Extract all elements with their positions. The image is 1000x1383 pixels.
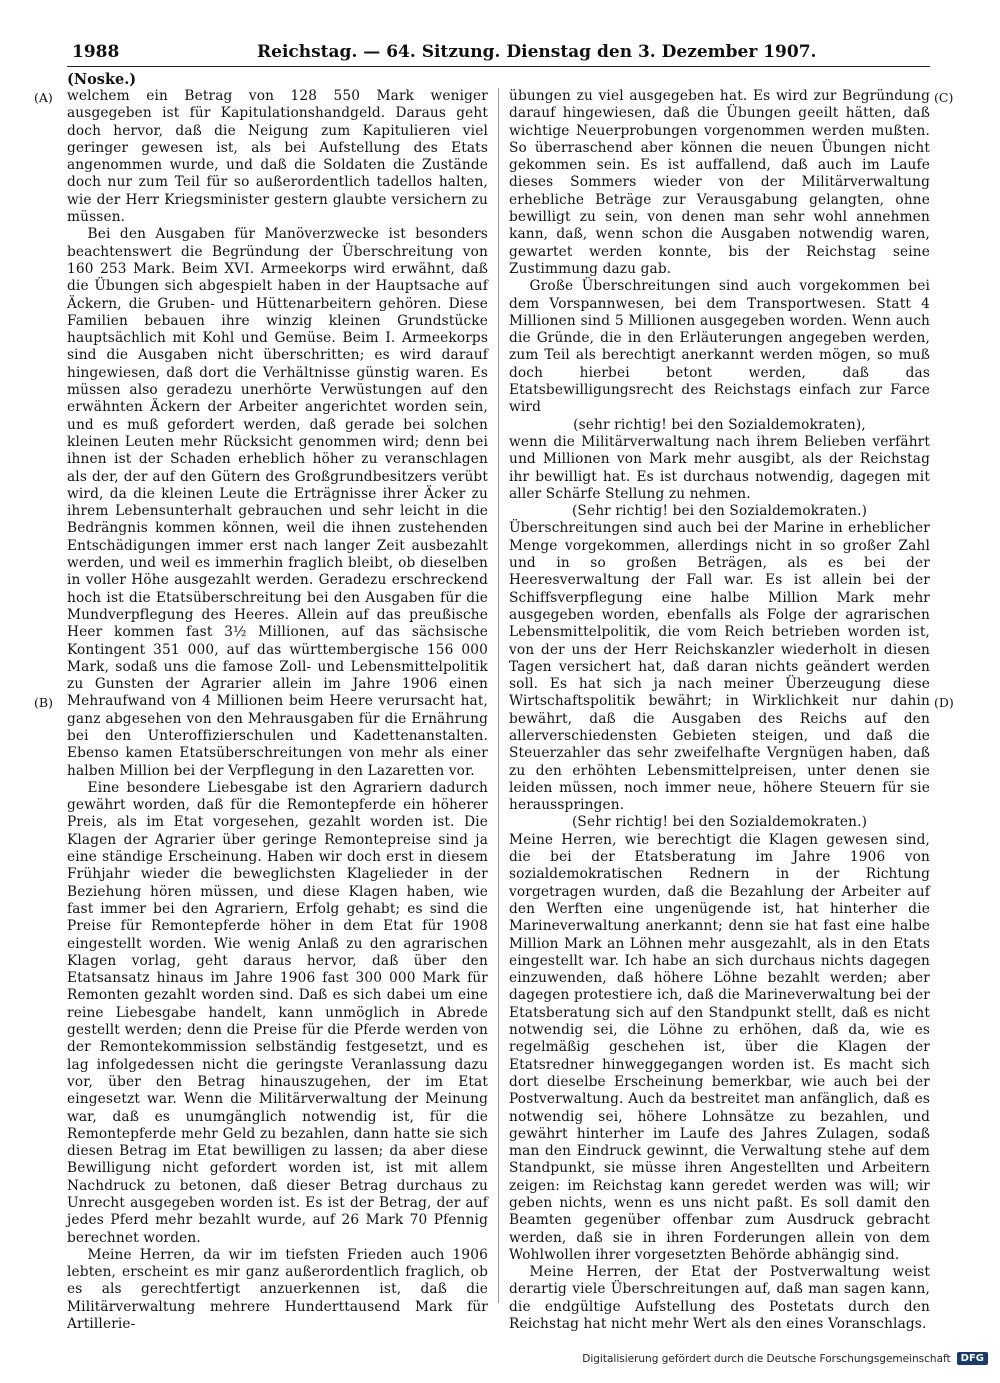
margin-marker-d: (D) — [934, 695, 954, 710]
paragraph: Überschreitungen sind auch bei der Marine in erheblicher Menge vorgekommen, allerdings nicht in so großer Zahl und in so großen Beträgen, als es bei der Heeresverwaltung der Fall war. Es ist allein bei der Schiffsverpflegung eine halbe Million Mark mehr ausgegeben worden, ebenfalls als Folge der agrarischen Lebensmittelpolitik, die vom Reich betrieben worden ist, von der uns der Herr Reichskanzler wiederholt in diesen Tagen versichert hat, daß daran nichts geändert werden soll. Es hat sich ja nach meiner Überzeugung diese Wirtschaftspolitik bewährt; in Wirklichkeit nur dahin bewährt, daß die Ausgaben des Reichs auf den allerverschiedensten Gebieten steigen, und daß die Steuerzahler das sehr zweifelhafte Vergnügen haben, daß zu den erhöhten Lebensmittelpreisen, unter denen sie leiden müssen, noch immer neue, höhere Steuern für sie herausspringen. — [509, 520, 930, 814]
footer-credit: Digitalisierung gefördert durch die Deutsche Forschungsgemeinschaft — [582, 1352, 951, 1365]
paragraph: welchem ein Betrag von 128 550 Mark weniger ausgegeben ist für Kapitulationshandgeld. Daraus geht doch hervor, daß die Neigung zum Kapitulieren viel geringer gewesen ist, als bei Aufstellung des Etats angenommen wurde, und daß die Soldaten die Zustände doch nur zum Teil für so außerordentlich tadellos halten, wie der Herr Kriegsminister gestern glaubte versichern zu müssen. — [67, 88, 488, 226]
paragraph: Große Überschreitungen sind auch vorgekommen bei dem Vorspannwesen, bei dem Transportwesen. Statt 4 Millionen sind 5 Millionen ausgegeben worden. Wenn auch die Gründe, die in den Erläuterungen angegeben werden, zum Teil als berechtigt anerkannt werden mögen, so muß doch hierbei betont werden, daß das Etatsbewilligungsrecht des Reichstags einfach zur Farce wird — [509, 278, 930, 416]
paragraph: wenn die Militärverwaltung nach ihrem Belieben verfährt und Millionen von Mark mehr ausgibt, als der Reichstag ihr bewilligt hat. Es ist durchaus notwendig, dagegen mit aller Schärfe Stellung zu nehmen. — [509, 433, 930, 502]
paragraph: Bei den Ausgaben für Manöverzwecke ist besonders beachtenswert die Begründung der Überschreitung von 160 253 Mark. Beim XVI. Armeekorps wird erwähnt, daß die Übungen sich abgespielt haben in der Hauptsache auf Äckern, die Gruben- und Hüttenarbeitern gehören. Diese Familien bebauen ihre winzig kleinen Grundstücke hauptsächlich mit Kohl und Gemüse. Beim I. Armeekorps sind die Ausgaben nicht überschritten; es wird darauf hingewiesen, daß dort die Verhältnisse günstig waren. Es müssen also geradezu unerhörte Verwüstungen auf den erwähnten Äckern der Arbeiter angerichtet worden sein, und es muß gefordert werden, daß gerade bei solchen kleinen Leuten mehr Rücksicht genommen wird; denn bei ihnen ist der Schaden erheblich höher zu veranschlagen als der, der auf den Gütern des Großgrundbesitzers verübt wird, da die kleinen Leute die Erträgnisse ihrer Äcker zu ihrem Lebensunterhalt gebrauchen und sehr leicht in die Bedrängnis kommen können, weil die ihnen zustehenden Entschädigungen immer erst nach langer Zeit ausbezahlt werden, und weil es immerhin fraglich bleibt, ob dieselben in voller Höhe ausgezahlt werden. Geradezu erschreckend hoch ist die Etatsüberschreitung bei den Ausgaben für die Mundverpflegung des Heeres. Allein auf das preußische Heer kommen fast 3½ Millionen, auf das sächsische Kontingent 351 000, auf das württembergische 156 000 Mark, sodaß uns die famose Zoll- und Lebensmittelpolitik zu Gunsten der Agrarier allein im Jahre 1906 einen Mehraufwand von 4 Millionen beim Heere verursacht hat, ganz abgesehen von den Mehrausgaben für die Ernährung bei den Unteroffizierschulen und Kadettenanstalten. Ebenso kamen Etatsüberschreitungen von mehr als einer halben Million bei der Verpflegung in den Lazaretten vor. — [67, 226, 488, 779]
dfg-logo: DFG — [957, 1352, 988, 1365]
paragraph: Meine Herren, der Etat der Postverwaltung weist derartig viele Überschreitungen auf, daß man sagen kann, die endgültige Aufstellung des Postetats durch den Reichstag hat nicht mehr Wert als den eines Voranschlags. — [509, 1264, 930, 1333]
interjection: (Sehr richtig! bei den Sozialdemokraten.) — [571, 814, 868, 831]
margin-marker-b: (B) — [34, 695, 53, 710]
footer — [582, 1352, 988, 1365]
paragraph: übungen zu viel ausgegeben hat. Es wird zur Begründung darauf hingewiesen, daß die Übungen geeilt hätten, daß wichtige Neuerprobungen vorgenommen werden mußten. So überraschend aber können die neuen Übungen nicht gekommen sein. Es ist auffallend, daß auch im Laufe dieses Sommers wieder von der Militärverwaltung erhebliche Beträge zur Verausgabung gelangten, ohne bewilligt zu sein, von denen man sehr wohl annehmen kann, daß, wenn schon die Ausgaben notwendig waren, gewartet werden konnte, bis der Reichstag seine Zustimmung dazu gab. — [509, 88, 930, 277]
interjection: (Sehr richtig! bei den Sozialdemokraten.) — [571, 503, 868, 520]
interjection: (sehr richtig! bei den Sozialdemokraten), — [573, 416, 866, 433]
right-column — [509, 88, 930, 1333]
page-header — [67, 40, 930, 67]
paragraph: Meine Herren, wie berechtigt die Klagen gewesen sind, die bei der Etatsberatung im Jahre 1906 von sozialdemokratischen Rednern in der Richtung vorgetragen wurden, daß die Bezahlung der Arbeiter auf den Werften eine ungenügende ist, hat hinterher die Marineverwaltung anerkannt; denn sie hat fast eine halbe Million Mark an Löhnen mehr ausgezahlt, als in den Etats eingestellt war. Ich habe an sich durchaus nichts dagegen einzuwenden, daß höhere Löhne bezahlt werden; aber dagegen protestiere ich, daß die Marineverwaltung bei der Etatsberatung sich auf den Standpunkt stellt, daß es nicht notwendig sei, die Löhne zu erhöhen, daß da, wie es regelmäßig geschehen ist, über die Klagen der Etatsredner hinweggegangen worden ist. Es macht sich dort dieselbe Erscheinung bemerkbar, wie auch bei der Postverwaltung. Auch da bestreitet man anfänglich, daß es notwendig sei, höhere Lohnsätze zu bezahlen, und gewährt hinterher im Laufe des Jahres Zulagen, sodaß man den Eindruck gewinnt, die Verwaltung stehe auf dem Standpunkt, sie müsse ihren Angestellten und Arbeitern zeigen: im Reichstag kann geredet werden was will; wir geben nichts, wenn es uns nicht paßt. Es soll damit den Beamten gegenüber offenbar zum Ausdruck gebracht werden, daß sie in ihren Forderungen allein von dem Wohlwollen ihrer vorgesetzten Behörde abhängig sind. — [509, 831, 930, 1263]
paragraph: Meine Herren, da wir im tiefsten Frieden auch 1906 lebten, erscheint es mir ganz außerordentlich fraglich, ob es als gerechtfertigt anzuerkennen ist, daß die Militärverwaltung mehrere Hunderttausend Mark für Artillerie- — [67, 1246, 488, 1333]
paragraph: Eine besondere Liebesgabe ist den Agrariern dadurch gewährt worden, daß für die Remontepferde ein höherer Preis, als im Etat vorgesehen, gezahlt worden ist. Die Klagen der Agrarier über geringe Remontepreise sind ja eine ständige Erscheinung. Haben wir doch erst in diesem Frühjahr wieder die beweglichsten Klagelieder in der Beziehung hören müssen, und diese Klagen haben, wie fast immer bei den Agrariern, Erfolg gehabt; es sind die Preise für Remontepferde höher in dem Etat für 1908 eingestellt worden. Wie wenig Anlaß zu den agrarischen Klagen vorlag, geht daraus hervor, daß über den Etatsansatz hinaus im Jahre 1906 fast 300 000 Mark für Remonten gezahlt worden sind. Daß es sich dabei um eine reine Liebesgabe handelt, kann unmöglich in Abrede gestellt werden; denn die Preise für die Pferde werden von der Remontekommission selbständig festgesetzt, und es lag infolgedessen nicht die geringste Veranlassung dazu vor, über den Betrag hinauszugehen, der im Etat eingesetzt war. Wenn die Militärverwaltung der Meinung war, daß es unumgänglich notwendig ist, für die Remontepferde mehr Geld zu bezahlen, dann hatte sie sich diesen Betrag im Etat bewilligen zu lassen; da aber diese Bewilligung nicht gefordert worden ist, ist mit allem Nachdruck zu betonen, daß dieser Betrag durchaus zu Unrecht ausgegeben worden ist. Es ist der Betrag, der auf jedes Pferd mehr bezahlt wurde, auf 26 Mark 70 Pfennig berechnet worden. — [67, 779, 488, 1246]
column-divider — [498, 88, 499, 1303]
speaker-name: (Noske.) — [67, 71, 137, 88]
left-column — [67, 88, 488, 1333]
page-number: 1988 — [72, 42, 120, 62]
margin-marker-c: (C) — [934, 90, 954, 105]
running-title: Reichstag. — 64. Sitzung. Dienstag den 3. Dezember 1907. — [257, 42, 817, 62]
margin-marker-a: (A) — [34, 90, 53, 105]
